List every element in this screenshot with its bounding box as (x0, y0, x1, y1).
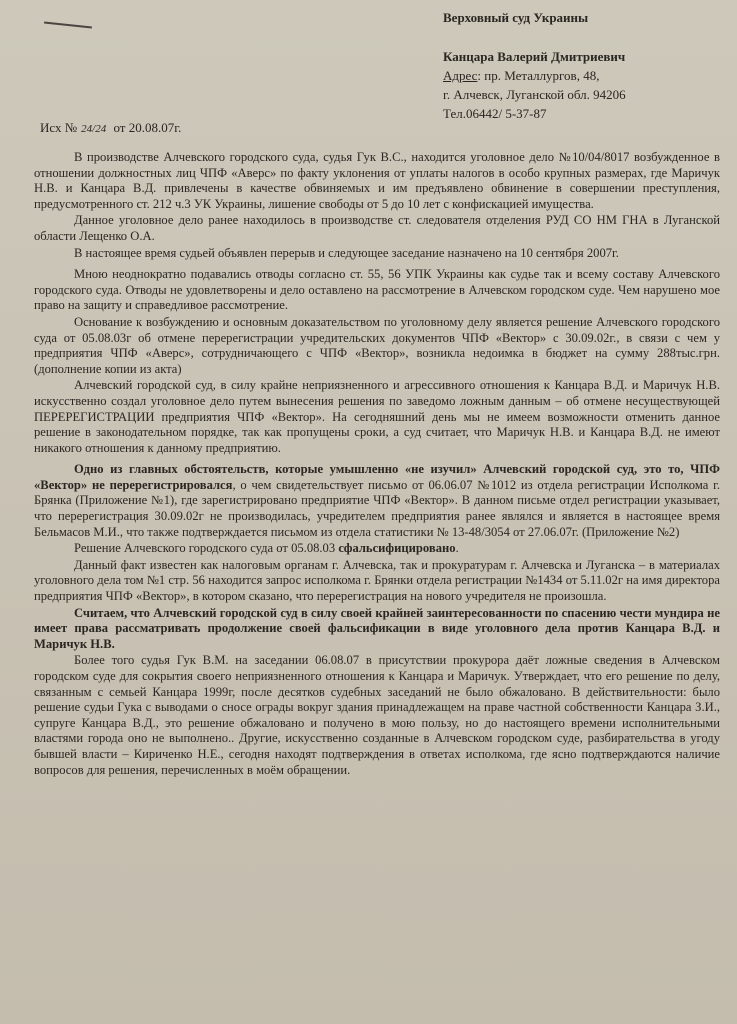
paragraph-1: В производстве Алчевского городского суда, судья Гук В.С., находится уголовное дело №10/04/8017 возбужденное в отношении должностных лиц ЧПФ «Аверс» по факту уклонения от уплаты налогов в особо крупных размерах, где Маричук Н.В. и Канцара В.Д. привлечены в качестве обвиняемых и им предъявлено обвинение в совершении преступления, предусмотренного ст. 212 ч.3 УК Украины, лишение свободы от 5 до 10 лет с конфискацией имущества. (34, 150, 720, 211)
paragraph-7 (34, 462, 720, 540)
recipient-court: Верховный суд Украины (443, 10, 589, 25)
paragraph-9: Данный факт известен как налоговым органам г. Алчевска, так и прокуратурам г. Алчевска и Луганска – в материалах уголовного дела том №1 стр. 56 находится запрос исполкома г. Брянки отдела регистрации №1434 от 5.11.02г на имя директора предприятия ЧПФ «Вектор», в котором сказано, что перерегистрация на нового учредителя не произошла. (34, 557, 720, 604)
paragraph-3: В настоящее время судьей объявлен перерыв и следующее заседание назначено на 10 сентября 2007г. (74, 245, 619, 260)
paragraph-4: Мною неоднократно подавались отводы согласно ст. 55, 56 УПК Украины как судье так и всему составу Алчевского городского суда. Отводы не удовлетворены и дело оставлено на рассмотрение в Алчевском городском суде. Чем нарушено мое право на защиту и справедливое рассмотрение. (34, 267, 720, 313)
outgoing-reference (40, 120, 181, 136)
sender-name: Канцара Валерий Дмитриевич (443, 49, 626, 64)
pen-mark (44, 21, 92, 28)
paragraph-8-start: Решение Алчевского городского суда от 05.08.03 (74, 541, 339, 556)
address-street: : пр. Металлургов, 48, (477, 68, 600, 83)
sender-address-line1 (443, 66, 733, 85)
paragraph-10 (34, 606, 720, 653)
paragraph-7-rest: , о чем свидетельствует письмо от 06.06.07 №1012 из отдела регистрации Исполкома г. Брянка (Приложение №1), где зарегистрировано предприятие ЧПФ «Вектор». В данном письме отдел регистрации указывает, что перерегистрация 30.09.02г не производилась, учредителем предприятия ранее являлся и является в настоящее время Бельмасов М.И., что также подтверждается письмом из отдела статистики № 13-48/3054 от 27.06.07г. (Приложение №2) (34, 477, 721, 539)
paragraph-8 (34, 541, 720, 557)
paragraph-2: Данное уголовное дело ранее находилось в производстве ст. следователя отделения РУД СО НМ ГНА в Луганской области Лещенко О.А. (34, 213, 720, 243)
paragraph-8-emphasis: сфальсифицировано (338, 541, 456, 556)
sender-phone: Тел.06442/ 5-37-87 (443, 106, 547, 121)
paragraph-5: Основание к возбуждению и основным доказательством по уголовному делу является решение Алчевского городского суда от 05.08.03г об отмене перерегистрации учредительских документов ЧПФ «Вектор» с 30.09.02г., в связи с чем у предприятия ЧПФ «Аверс», сотрудничающего с ЧПФ «Вектор», возникла недоимка в бюджет на сумму 288тыс.грн.(дополнение копии из акта) (34, 314, 720, 376)
ref-number: 24/24 (81, 123, 107, 135)
paragraph-7-emphasis: Одно из главных обстоятельств, которые умышленно «не изучил» Алчевский городской суд, это то, ЧПФ «Вектор» не перерегистрировался (34, 462, 720, 492)
address-label: Адрес (443, 68, 478, 83)
paragraph-11: Более того судья Гук В.М. на заседании 06.08.07 в присутствии прокурора даёт ложные сведения в Алчевском городском суде для сокрытия своего неприязненного отношения к Канцара и Маричук. Утверждает, что его решение по делу, связанным с семьей Канцара 1999г, после десятков судебных заседаний не было обжаловано. В действительности: было решение судьи Гука с выводами о сносе ограды вокруг здания принадлежащем на праве частной собственности Канцара З.И., супруге Канцара В.Д., это решение обжаловано и получено в мою пользу, но до настоящего времени исполнительными властями города оно не выполнено.. Другие, искусственно созданные в Алчевском городском суде, разбирательства в угоду бывшей власти – Кириченко Н.Е., сегодня находят подтверждения в ответах исполкома, где ясно подтверждаются наличие вопросов для решения, перечисленных в моём обращении. (34, 653, 720, 777)
paragraph-8-end: . (455, 541, 459, 556)
sender-address-line2: г. Алчевск, Луганской обл. 94206 (443, 87, 626, 102)
letter-body (34, 150, 720, 779)
ref-date: от 20.08.07г. (113, 120, 182, 135)
ref-prefix: Исх № (40, 120, 78, 135)
paragraph-6: Алчевский городской суд, в силу крайне неприязненного и агрессивного отношения к Канцара В.Д. и Маричук Н.В. искусственно создал уголовное дело путем вынесения решения по заведомо ложным данным – об отмене несуществующей ПЕРЕРЕГИСТРАЦИИ предприятия ЧПФ «Вектор». На сегодняшний день мы не имеем возможности отменить данное решение в законодательном порядке, так как пропущены сроки, а суд считает, что Маричук Н.В. и Канцара В.Д. не имеют никакого отношения к данному предприятию. (34, 378, 720, 455)
recipient-sender-block (443, 8, 733, 123)
paragraph-10-emphasis: Считаем, что Алчевский городской суд в силу своей крайней заинтересованности по спасению чести мундира не имеет права рассматривать продолжение своей фальсификации в виде уголовного дела против Канцара В.Д. и Маричук Н.В. (34, 605, 720, 651)
